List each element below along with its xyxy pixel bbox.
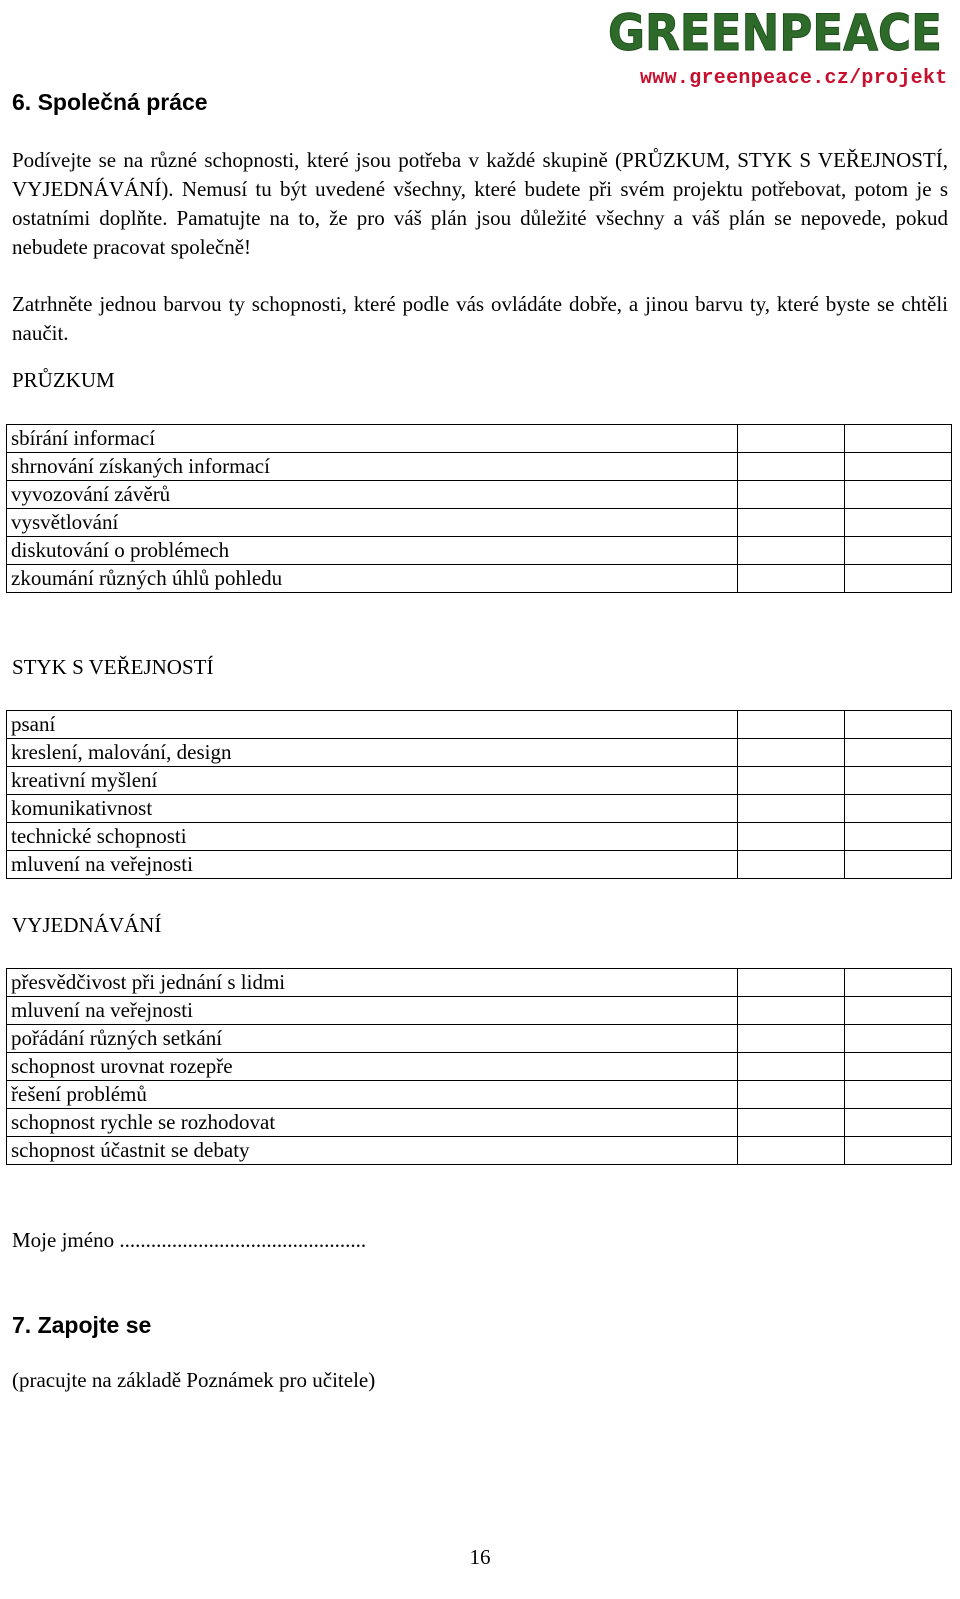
pruzkum-heading: PRŮZKUM [12,368,115,392]
skill-row [7,767,952,795]
skill-check-learn[interactable] [845,997,952,1025]
project-url[interactable]: www.greenpeace.cz/projekt [640,67,948,90]
skill-row [7,453,952,481]
skill-row [7,1137,952,1165]
styk-heading: STYK S VEŘEJNOSTÍ [12,655,214,679]
skill-check-learn[interactable] [845,425,952,453]
skill-check-good[interactable] [738,739,845,767]
skill-row [7,969,952,997]
skill-label: shrnování získaných informací [7,453,738,481]
skill-row [7,851,952,879]
skill-check-learn[interactable] [845,453,952,481]
skill-row [7,997,952,1025]
skill-check-good[interactable] [738,481,845,509]
skill-check-learn[interactable] [845,565,952,593]
skill-check-learn[interactable] [845,1025,952,1053]
skill-check-learn[interactable] [845,739,952,767]
intro-paragraph: Podívejte se na různé schopnosti, které jsou potřeba v každé skupině (PRŮZKUM, STYK S VEŘEJNOSTÍ, VYJEDNÁVÁNÍ). Nemusí tu být uvedené všechny, které budete při svém projektu potřebovat, potom je s ostatními doplňte. Pamatujte na to, že pro váš plán jsou důležité všechny a váš plán se nepovede, pokud nebudete pracovat společně! [12,148,948,259]
skill-row [7,509,952,537]
skill-check-good[interactable] [738,1081,845,1109]
skill-check-learn[interactable] [845,537,952,565]
page-number: 16 [469,1545,491,1569]
name-field[interactable]: Moje jméno ............................................... [12,1228,367,1252]
skill-label: zkoumání různých úhlů pohledu [7,565,738,593]
vyjednavani-heading: VYJEDNÁVÁNÍ [12,913,162,937]
skill-check-learn[interactable] [845,1137,952,1165]
skill-row [7,739,952,767]
skill-label: schopnost rychle se rozhodovat [7,1109,738,1137]
skill-check-good[interactable] [738,823,845,851]
svg-text:GREENPEACE: GREENPEACE [608,4,942,60]
greenpeace-logo [604,2,948,60]
skill-label: vysvětlování [7,509,738,537]
skill-check-good[interactable] [738,969,845,997]
skill-check-learn[interactable] [845,795,952,823]
skill-check-learn[interactable] [845,767,952,795]
vyjednavani-table [6,968,952,1165]
skill-label: psaní [7,711,738,739]
skill-row [7,537,952,565]
skill-label: kreativní myšlení [7,767,738,795]
skill-check-learn[interactable] [845,851,952,879]
skill-check-good[interactable] [738,1053,845,1081]
skill-row [7,795,952,823]
skill-label: kreslení, malování, design [7,739,738,767]
skill-label: mluvení na veřejnosti [7,997,738,1025]
skill-check-learn[interactable] [845,481,952,509]
skill-check-learn[interactable] [845,969,952,997]
pruzkum-table [6,424,952,593]
skill-check-good[interactable] [738,1109,845,1137]
skill-label: pořádání různých setkání [7,1025,738,1053]
skill-check-good[interactable] [738,851,845,879]
skill-check-learn[interactable] [845,711,952,739]
skill-check-good[interactable] [738,767,845,795]
skill-label: technické schopnosti [7,823,738,851]
skill-label: komunikativnost [7,795,738,823]
skill-row [7,711,952,739]
skill-check-good[interactable] [738,997,845,1025]
skill-check-learn[interactable] [845,1109,952,1137]
skill-row [7,1025,952,1053]
skill-label: řešení problémů [7,1081,738,1109]
skill-check-good[interactable] [738,453,845,481]
skill-label: diskutování o problémech [7,537,738,565]
skill-check-learn[interactable] [845,1053,952,1081]
skill-check-good[interactable] [738,1137,845,1165]
skill-check-learn[interactable] [845,509,952,537]
instruction-paragraph: Zatrhněte jednou barvou ty schopnosti, které podle vás ovládáte dobře, a jinou barvu ty, které byste se chtěli naučit. [12,292,948,345]
skill-row [7,425,952,453]
skill-check-good[interactable] [738,565,845,593]
skill-label: sbírání informací [7,425,738,453]
skill-label: vyvozování závěrů [7,481,738,509]
skill-label: schopnost urovnat rozepře [7,1053,738,1081]
skill-check-good[interactable] [738,509,845,537]
section-7-title: 7. Zapojte se [12,1312,152,1338]
skill-check-good[interactable] [738,1025,845,1053]
skill-label: schopnost účastnit se debaty [7,1137,738,1165]
skill-check-good[interactable] [738,711,845,739]
skill-check-good[interactable] [738,425,845,453]
skill-row [7,1053,952,1081]
skill-label: mluvení na veřejnosti [7,851,738,879]
section-6-title: 6. Společná práce [12,89,208,115]
skill-row [7,823,952,851]
skill-check-good[interactable] [738,537,845,565]
styk-table [6,710,952,879]
skill-label: přesvědčivost při jednání s lidmi [7,969,738,997]
skill-row [7,1109,952,1137]
skill-check-learn[interactable] [845,823,952,851]
skill-check-good[interactable] [738,795,845,823]
skill-row [7,565,952,593]
section-7-note: (pracujte na základě Poznámek pro učitele) [12,1368,376,1392]
skill-row [7,1081,952,1109]
skill-check-learn[interactable] [845,1081,952,1109]
skill-row [7,481,952,509]
